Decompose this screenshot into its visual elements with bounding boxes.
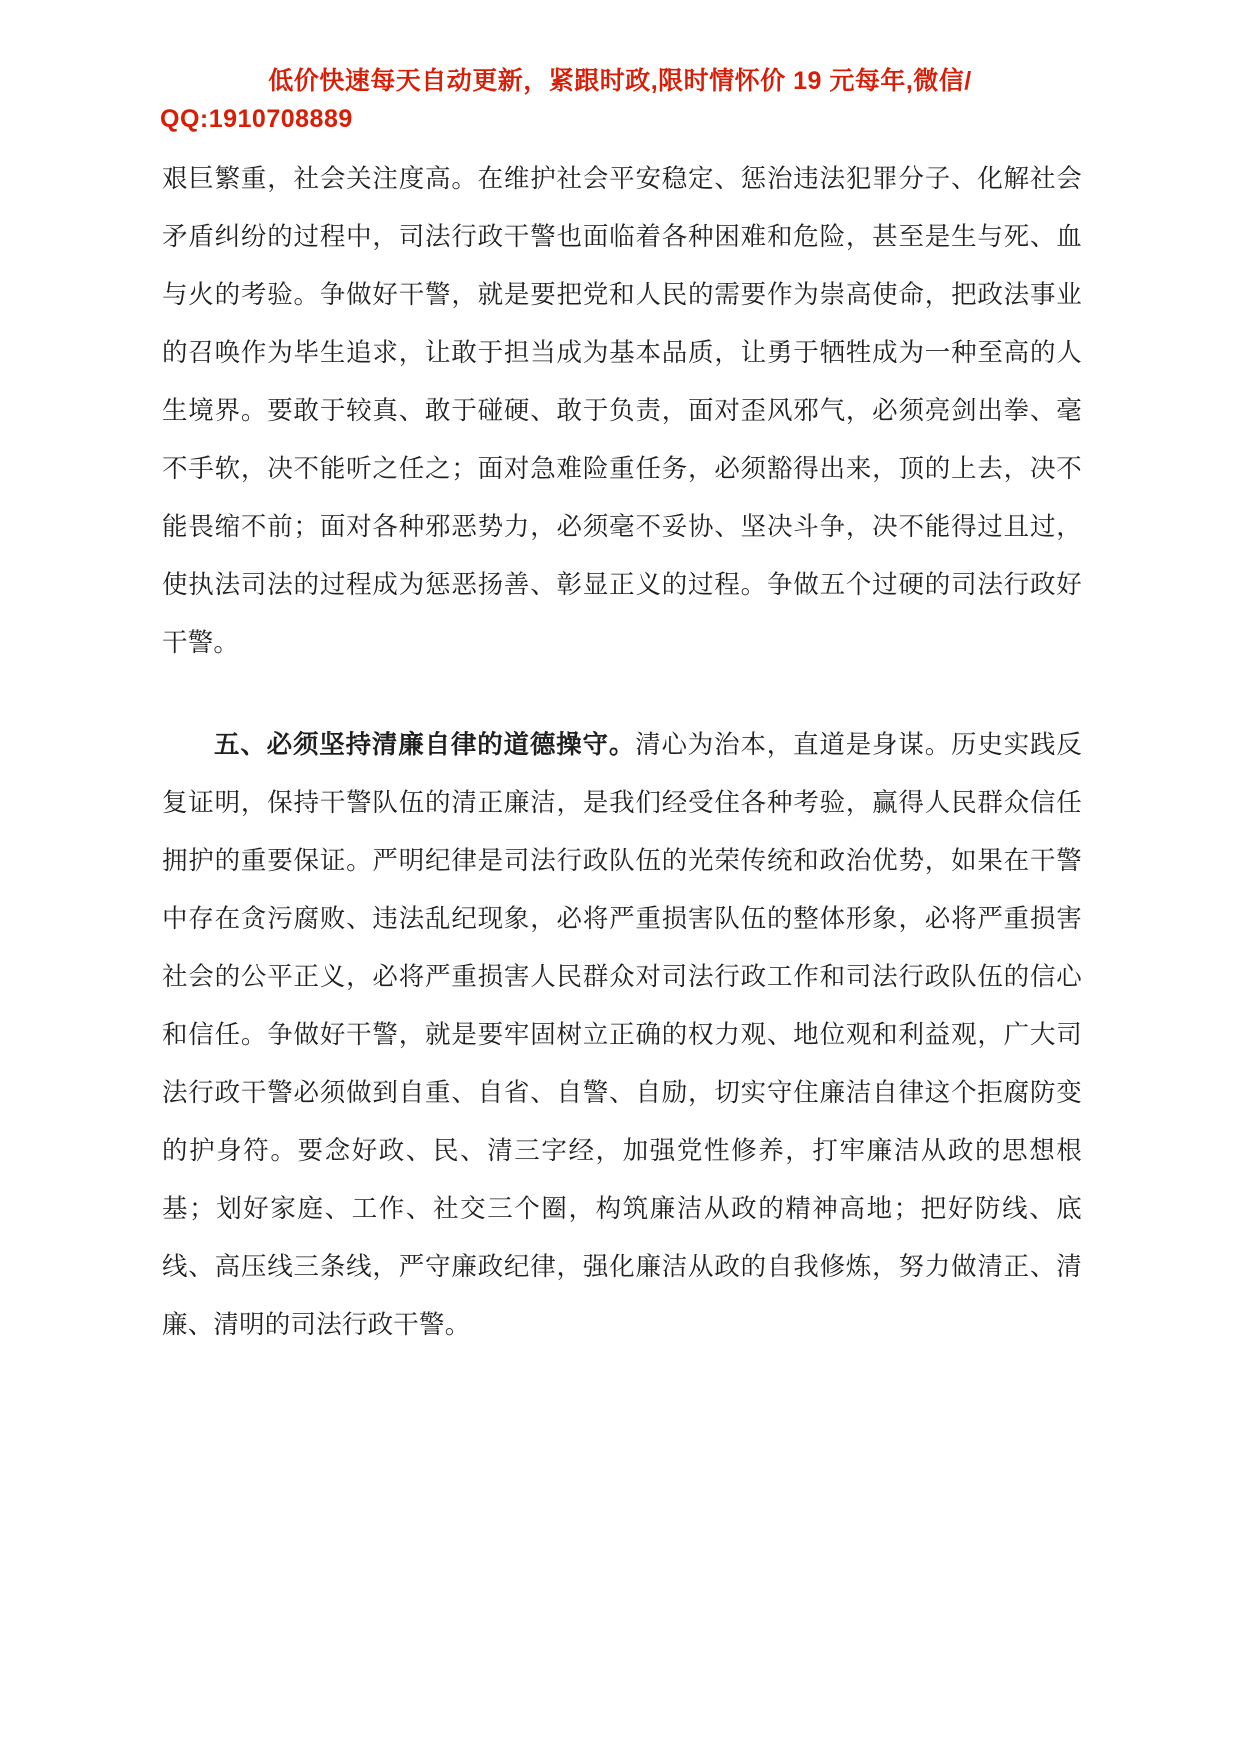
promo-banner-line2: QQ:1910708889 bbox=[160, 105, 353, 133]
section-heading: 五、必须坚持清廉自律的道德操守。 bbox=[214, 731, 636, 759]
promo-banner bbox=[160, 62, 1080, 138]
section-paragraph bbox=[162, 716, 1082, 1354]
promo-banner-line1: 低价快速每天自动更新，紧跟时政,限时情怀价 19 元每年,微信/ bbox=[268, 67, 972, 95]
document-body bbox=[162, 150, 1082, 1354]
paragraph-continuation: 艰巨繁重，社会关注度高。在维护社会平安稳定、惩治违法犯罪分子、化解社会矛盾纠纷的过程中，司法行政干警也面临着各种困难和危险，甚至是生与死、血与火的考验。争做好干警，就是要把党和人民的需要作为崇高使命，把政法事业的召唤作为毕生追求，让敢于担当成为基本品质，让勇于牺牲成为一种至高的人生境界。要敢于较真、敢于碰硬、敢于负责，面对歪风邪气，必须亮剑出拳、毫不手软，决不能听之任之；面对急难险重任务，必须豁得出来，顶的上去，决不能畏缩不前；面对各种邪恶势力，必须毫不妥协、坚决斗争，决不能得过且过，使执法司法的过程成为惩恶扬善、彰显正义的过程。争做五个过硬的司法行政好干警。 bbox=[162, 165, 1082, 657]
section-body: 清心为治本，直道是身谋。历史实践反复证明，保持干警队伍的清正廉洁，是我们经受住各种考验，赢得人民群众信任拥护的重要保证。严明纪律是司法行政队伍的光荣传统和政治优势，如果在干警中存在贪污腐败、违法乱纪现象，必将严重损害队伍的整体形象，必将严重损害社会的公平正义，必将严重损害人民群众对司法行政工作和司法行政队伍的信心和信任。争做好干警，就是要牢固树立正确的权力观、地位观和利益观，广大司法行政干警必须做到自重、自省、自警、自励，切实守住廉洁自律这个拒腐防变的护身符。要念好政、民、清三字经，加强党性修养，打牢廉洁从政的思想根基；划好家庭、工作、社交三个圈，构筑廉洁从政的精神高地；把好防线、底线、高压线三条线，严守廉政纪律，强化廉洁从政的自我修炼，努力做清正、清廉、清明的司法行政干警。 bbox=[162, 731, 1083, 1339]
